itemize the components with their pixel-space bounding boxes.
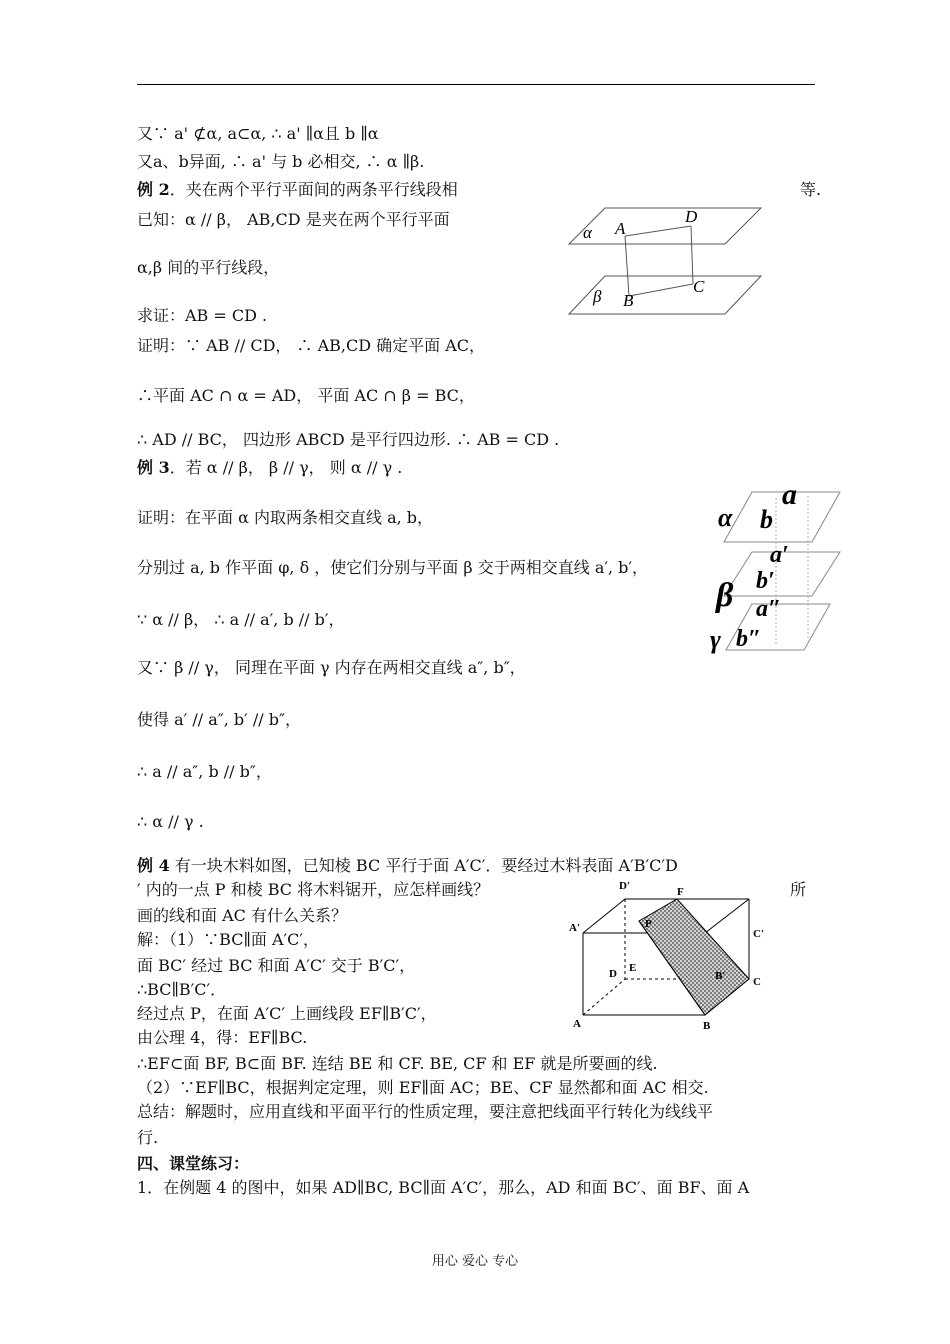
three-planes-figure	[712, 478, 842, 653]
label-beta: β	[593, 287, 602, 306]
text-line-l3: 例 2．夹在两个平行平面间的两条平行线段相	[137, 180, 458, 199]
text-line-l21: 解：（1）∵BC∥面 A′C′，	[137, 930, 320, 949]
label-b: B	[703, 1020, 711, 1032]
text-line-l22: 面 BC′ 经过 BC 和面 A′C′ 交于 B′C′，	[137, 956, 416, 975]
label-a-prime: a′	[770, 542, 789, 568]
label-a: A	[573, 1018, 581, 1030]
page-footer: 用心 爱心 专心	[431, 1254, 519, 1269]
label-b-prime: B′	[715, 970, 726, 982]
text-line-l27: （2）∵EF∥BC，根据判定定理，则 EF∥面 AC；BE、CF 显然都和面 AC 相交.	[137, 1078, 709, 1097]
text-line-l31: 1．在例题 4 的图中，如果 AD∥BC, BC∥面 A′C′，那么，AD 和面 BC′、面 BF、面 A	[137, 1178, 750, 1197]
edge-b1c1	[705, 899, 749, 933]
wood-block-figure	[565, 875, 775, 1035]
label-d: D	[609, 968, 617, 980]
text-line-l5: α,β 间的平行线段，	[137, 258, 280, 277]
label-beta: β	[716, 577, 734, 614]
text-line-l10: 例 3．若 α // β， β // γ， 则 α // γ .	[137, 458, 403, 477]
text-line-l13: ∵ α // β， ∴ a // a′, b // b′，	[137, 610, 345, 629]
label-a-double-prime: a″	[756, 596, 782, 622]
label-c: C	[753, 976, 761, 988]
parallel-planes-figure	[565, 200, 765, 320]
label-a: a	[782, 478, 797, 511]
label-b: B	[623, 291, 634, 310]
edge-ad	[583, 979, 625, 1015]
text-line-l25: 由公理 4，得：EF∥BC.	[137, 1028, 308, 1047]
text-line-l7: 证明：∵ AB // CD， ∴ AB,CD 确定平面 AC，	[137, 336, 486, 355]
text-line-l29: 行.	[137, 1128, 159, 1147]
segment-dc	[691, 226, 693, 284]
text-line-l12: 分别过 a, b 作平面 φ, δ ，使它们分别与平面 β 交于两相交直线 a′, b′，	[137, 558, 649, 577]
text-line-l19: ′ 内的一点 P 和棱 BC 将木料锯开，应怎样画线？	[137, 880, 490, 899]
label-f: F	[677, 886, 684, 898]
label-b-double-prime: b″	[736, 626, 762, 652]
label-a-prime: A′	[569, 922, 581, 934]
text-line-l8: ∴平面 AC ∩ α = AD， 平面 AC ∩ β = BC，	[137, 386, 475, 405]
text-line-l19b: 所	[790, 880, 807, 899]
header-rule	[137, 84, 815, 85]
label-a: A	[615, 219, 626, 238]
text-line-l18: 例 4 有一块木料如图，已知棱 BC 平行于面 A′C′．要经过木料表面 A′B′C′D	[137, 856, 678, 875]
text-line-l17: ∴ α // γ .	[137, 812, 204, 831]
text-line-l6: 求证：AB = CD .	[137, 306, 268, 325]
text-line-l28: 总结：解题时，应用直线和平面平行的性质定理，要注意把线面平行转化为线线平	[137, 1102, 714, 1121]
text-line-l11: 证明：在平面 α 内取两条相交直线 a, b，	[137, 508, 434, 527]
text-line-l4: 已知：α // β， AB,CD 是夹在两个平行平面	[137, 210, 450, 229]
segment-ad	[625, 226, 691, 236]
cut-plane	[639, 899, 749, 1015]
label-p: P	[645, 918, 652, 930]
text-line-l26: ∴EF⊂面 BF, B⊂面 BF. 连结 BE 和 CF. BE, CF 和 EF 就是所要画的线.	[137, 1054, 658, 1073]
label-b-prime: b′	[756, 568, 775, 594]
label-gamma: γ	[710, 625, 721, 654]
label-d-prime: D′	[619, 880, 631, 892]
text-line-l20: 画的线和面 AC 有什么关系？	[137, 906, 347, 925]
text-line-l15: 使得 a′ // a″, b′ // b″，	[137, 710, 301, 729]
segment-ab	[625, 236, 629, 296]
label-e: E	[629, 962, 637, 974]
label-c-prime: C′	[753, 928, 765, 940]
label-c: C	[693, 277, 705, 296]
text-line-l9: ∴ AD // BC， 四边形 ABCD 是平行四边形. ∴ AB = CD .	[137, 430, 560, 449]
label-alpha: α	[718, 503, 733, 532]
text-line-l3b: 等.	[800, 180, 822, 199]
text-line-l30: 四、课堂练习：	[137, 1154, 250, 1173]
plane-alpha	[569, 208, 761, 244]
label-b: b	[760, 505, 773, 534]
label-alpha: α	[583, 223, 592, 242]
text-line-l24: 经过点 P，在面 A′C′ 上画线段 EF∥B′C′，	[137, 1004, 437, 1023]
edge-a1d1	[583, 899, 625, 933]
text-line-l2: 又a、b异面, ∴ a' 与 b 必相交, ∴ α ∥β.	[137, 152, 425, 171]
text-line-l1: 又∵ a' ⊄α, a⊂α, ∴ a' ∥α且 b ∥α	[137, 124, 379, 143]
text-line-l16: ∴ a // a″, b // b″，	[137, 762, 272, 781]
text-line-l23: ∴BC∥B′C′．	[137, 980, 227, 999]
label-d: D	[685, 207, 698, 226]
text-line-l14: 又∵ β // γ， 同理在平面 γ 内存在两相交直线 a″, b″，	[137, 658, 526, 677]
segment-bc	[629, 284, 693, 296]
